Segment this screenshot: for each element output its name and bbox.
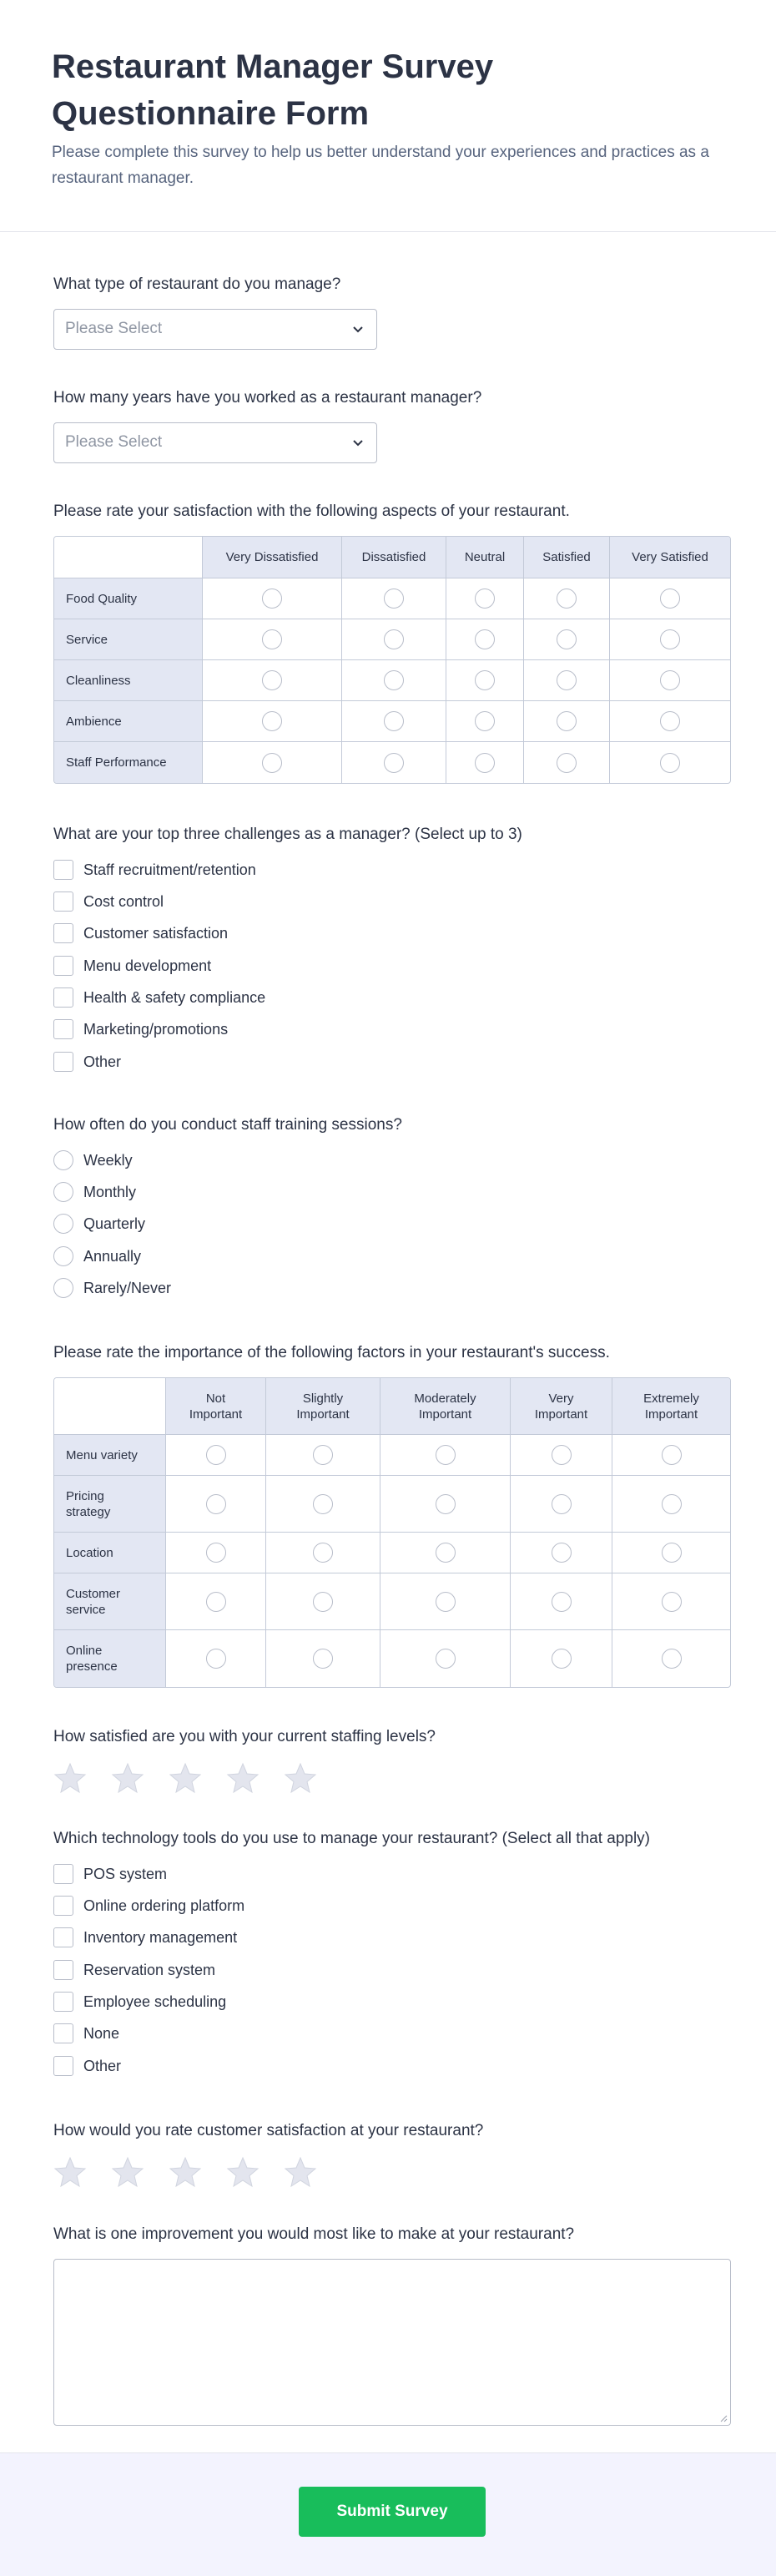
checkbox-option[interactable]: [53, 1863, 167, 1885]
resize-handle-icon[interactable]: [719, 2414, 728, 2422]
matrix-radio[interactable]: [313, 1494, 333, 1514]
matrix-radio[interactable]: [552, 1649, 572, 1669]
option-label: Reservation system: [83, 1961, 216, 1978]
question-label: How satisfied are you with your current staffing levels?: [53, 1728, 436, 1745]
matrix-radio[interactable]: [262, 711, 282, 731]
option-label: Inventory management: [83, 1928, 238, 1946]
matrix-row-label: Service: [54, 619, 203, 660]
checkbox-option[interactable]: [53, 1959, 215, 1981]
matrix-row-label: Pricing strategy: [54, 1476, 166, 1533]
star-icon[interactable]: [111, 1761, 144, 1795]
matrix-radio[interactable]: [557, 629, 577, 649]
radio-button[interactable]: [53, 1214, 73, 1234]
checkbox-option[interactable]: [53, 987, 265, 1008]
checkbox[interactable]: [53, 2056, 73, 2076]
matrix-radio[interactable]: [384, 711, 404, 731]
matrix-radio[interactable]: [206, 1445, 226, 1465]
checkbox-option[interactable]: [53, 1927, 237, 1948]
matrix-column-header: Slightly Important: [266, 1378, 380, 1435]
question-label: How would you rate customer satisfaction at your restaurant?: [53, 2122, 484, 2139]
form-subtitle: Please complete this survey to help us better understand your experiences and practices as a restaurant manager.: [52, 144, 709, 187]
matrix-row-label: Staff Performance: [54, 742, 203, 783]
matrix-radio[interactable]: [436, 1592, 456, 1612]
matrix-radio[interactable]: [557, 670, 577, 690]
star-rating: [53, 2155, 341, 2189]
option-label: Other: [83, 1053, 122, 1070]
radio-button[interactable]: [53, 1150, 73, 1170]
radio-option[interactable]: [53, 1213, 145, 1235]
matrix-radio[interactable]: [262, 588, 282, 609]
option-label: Customer satisfaction: [83, 924, 229, 942]
chevron-down-icon: [350, 434, 366, 451]
radio-option[interactable]: [53, 1181, 136, 1203]
submit-button[interactable]: Submit Survey: [299, 2487, 486, 2537]
star-rating: [53, 1761, 341, 1795]
matrix-column-header: Very Satisfied: [610, 537, 730, 578]
option-label: POS system: [83, 1865, 168, 1882]
matrix-radio[interactable]: [552, 1445, 572, 1465]
option-label: Staff recruitment/retention: [83, 861, 256, 878]
option-label: Marketing/promotions: [83, 1020, 229, 1038]
checkbox-option[interactable]: [53, 1895, 244, 1917]
matrix-radio[interactable]: [475, 670, 495, 690]
matrix-radio[interactable]: [662, 1543, 682, 1563]
checkbox[interactable]: [53, 987, 73, 1008]
checkbox-option[interactable]: [53, 1051, 121, 1073]
star-icon[interactable]: [111, 2155, 144, 2189]
dropdown-placeholder: Please Select: [65, 433, 163, 451]
matrix-radio[interactable]: [384, 753, 404, 773]
checkbox[interactable]: [53, 1992, 73, 2012]
matrix-radio[interactable]: [475, 629, 495, 649]
matrix-radio[interactable]: [552, 1494, 572, 1514]
checkbox[interactable]: [53, 860, 73, 880]
matrix-radio[interactable]: [662, 1592, 682, 1612]
option-label: Health & safety compliance: [83, 988, 266, 1006]
question-label: What type of restaurant do you manage?: [53, 275, 341, 293]
checkbox[interactable]: [53, 2023, 73, 2043]
checkbox[interactable]: [53, 923, 73, 943]
matrix-radio[interactable]: [660, 629, 680, 649]
star-icon[interactable]: [53, 1761, 87, 1795]
checkbox-option[interactable]: [53, 922, 228, 944]
matrix-radio[interactable]: [475, 753, 495, 773]
radio-button[interactable]: [53, 1182, 73, 1202]
star-icon[interactable]: [284, 2155, 317, 2189]
option-label: Weekly: [83, 1151, 133, 1169]
option-label: Rarely/Never: [83, 1279, 172, 1296]
checkbox[interactable]: [53, 956, 73, 976]
matrix-corner: [54, 1378, 166, 1435]
matrix-column-header: Dissatisfied: [342, 537, 446, 578]
star-icon[interactable]: [226, 1761, 260, 1795]
matrix-radio[interactable]: [206, 1649, 226, 1669]
matrix-radio[interactable]: [552, 1592, 572, 1612]
option-label: None: [83, 2024, 120, 2042]
matrix-radio[interactable]: [262, 753, 282, 773]
radio-button[interactable]: [53, 1278, 73, 1298]
checkbox-option[interactable]: [53, 891, 164, 912]
option-label: Other: [83, 2057, 122, 2074]
question-label: Which technology tools do you use to manage your restaurant? (Select all that apply): [53, 1830, 651, 1847]
improvement-textarea[interactable]: [53, 2259, 731, 2426]
checkbox-option[interactable]: [53, 1991, 226, 2013]
chevron-down-icon: [350, 321, 366, 337]
matrix-radio[interactable]: [384, 588, 404, 609]
matrix-row-label: Ambience: [54, 701, 203, 742]
matrix-column-header: Very Important: [511, 1378, 612, 1435]
matrix-corner: [54, 537, 203, 578]
checkbox-option[interactable]: [53, 859, 256, 881]
question-label: Please rate the importance of the following factors in your restaurant's success.: [53, 1344, 610, 1361]
matrix-row-label: Cleanliness: [54, 660, 203, 701]
satisfaction-matrix: [53, 536, 731, 784]
matrix-radio[interactable]: [262, 629, 282, 649]
matrix-row-label: Food Quality: [54, 578, 203, 619]
matrix-radio[interactable]: [313, 1649, 333, 1669]
question-label: What is one improvement you would most like to make at your restaurant?: [53, 2225, 575, 2243]
checkbox[interactable]: [53, 1960, 73, 1980]
years-experience-dropdown[interactable]: [53, 422, 377, 463]
matrix-row-label: Customer service: [54, 1573, 166, 1630]
checkbox[interactable]: [53, 1019, 73, 1039]
form-title: Restaurant Manager Survey Questionnaire Form: [52, 48, 494, 132]
radio-button[interactable]: [53, 1246, 73, 1266]
matrix-radio[interactable]: [660, 753, 680, 773]
matrix-radio[interactable]: [384, 629, 404, 649]
matrix-radio[interactable]: [436, 1445, 456, 1465]
matrix-radio[interactable]: [262, 670, 282, 690]
matrix-radio[interactable]: [557, 588, 577, 609]
dropdown-placeholder: Please Select: [65, 320, 163, 337]
matrix-radio[interactable]: [436, 1494, 456, 1514]
question-label: What are your top three challenges as a manager? (Select up to 3): [53, 826, 522, 843]
radio-option[interactable]: [53, 1277, 171, 1299]
matrix-radio[interactable]: [660, 711, 680, 731]
matrix-radio[interactable]: [662, 1445, 682, 1465]
matrix-column-header: Not Important: [166, 1378, 266, 1435]
matrix-radio[interactable]: [660, 670, 680, 690]
matrix-radio[interactable]: [660, 588, 680, 609]
matrix-radio[interactable]: [552, 1543, 572, 1563]
matrix-radio[interactable]: [206, 1543, 226, 1563]
matrix-radio[interactable]: [436, 1543, 456, 1563]
matrix-radio[interactable]: [313, 1445, 333, 1465]
matrix-radio[interactable]: [206, 1592, 226, 1612]
star-icon[interactable]: [226, 2155, 260, 2189]
star-icon[interactable]: [53, 2155, 87, 2189]
question-label: How often do you conduct staff training sessions?: [53, 1116, 402, 1134]
matrix-row-label: Online presence: [54, 1630, 166, 1687]
checkbox[interactable]: [53, 1927, 73, 1947]
matrix-column-header: Neutral: [446, 537, 524, 578]
option-label: Cost control: [83, 892, 164, 910]
radio-option[interactable]: [53, 1245, 141, 1267]
matrix-column-header: Extremely Important: [612, 1378, 730, 1435]
matrix-radio[interactable]: [313, 1543, 333, 1563]
option-label: Employee scheduling: [83, 1993, 227, 2010]
matrix-radio[interactable]: [313, 1592, 333, 1612]
matrix-radio[interactable]: [384, 670, 404, 690]
radio-option[interactable]: [53, 1149, 133, 1171]
star-icon[interactable]: [284, 1761, 317, 1795]
matrix-row-label: Location: [54, 1533, 166, 1573]
option-label: Annually: [83, 1247, 142, 1265]
matrix-radio[interactable]: [557, 753, 577, 773]
checkbox-option[interactable]: [53, 1018, 228, 1040]
star-icon[interactable]: [169, 2155, 202, 2189]
matrix-radio[interactable]: [662, 1494, 682, 1514]
importance-matrix: [53, 1377, 731, 1688]
checkbox[interactable]: [53, 891, 73, 912]
option-label: Menu development: [83, 957, 212, 974]
matrix-radio[interactable]: [475, 711, 495, 731]
option-label: Online ordering platform: [83, 1897, 245, 1914]
matrix-radio[interactable]: [662, 1649, 682, 1669]
star-icon[interactable]: [169, 1761, 202, 1795]
checkbox-option[interactable]: [53, 2023, 119, 2044]
matrix-radio[interactable]: [206, 1494, 226, 1514]
matrix-column-header: Very Dissatisfied: [203, 537, 342, 578]
question-label: How many years have you worked as a restaurant manager?: [53, 389, 482, 407]
checkbox-option[interactable]: [53, 955, 211, 977]
form-header: [0, 0, 776, 232]
option-label: Quarterly: [83, 1215, 146, 1232]
checkbox[interactable]: [53, 1052, 73, 1072]
checkbox[interactable]: [53, 1896, 73, 1916]
question-label: Please rate your satisfaction with the following aspects of your restaurant.: [53, 503, 570, 520]
checkbox-option[interactable]: [53, 2055, 121, 2077]
restaurant-type-dropdown[interactable]: [53, 309, 377, 350]
matrix-column-header: Moderately Important: [380, 1378, 511, 1435]
option-label: Monthly: [83, 1183, 137, 1200]
checkbox[interactable]: [53, 1864, 73, 1884]
matrix-radio[interactable]: [557, 711, 577, 731]
matrix-row-label: Menu variety: [54, 1435, 166, 1476]
matrix-radio[interactable]: [475, 588, 495, 609]
matrix-radio[interactable]: [436, 1649, 456, 1669]
matrix-column-header: Satisfied: [524, 537, 610, 578]
form-footer: [0, 2452, 776, 2576]
